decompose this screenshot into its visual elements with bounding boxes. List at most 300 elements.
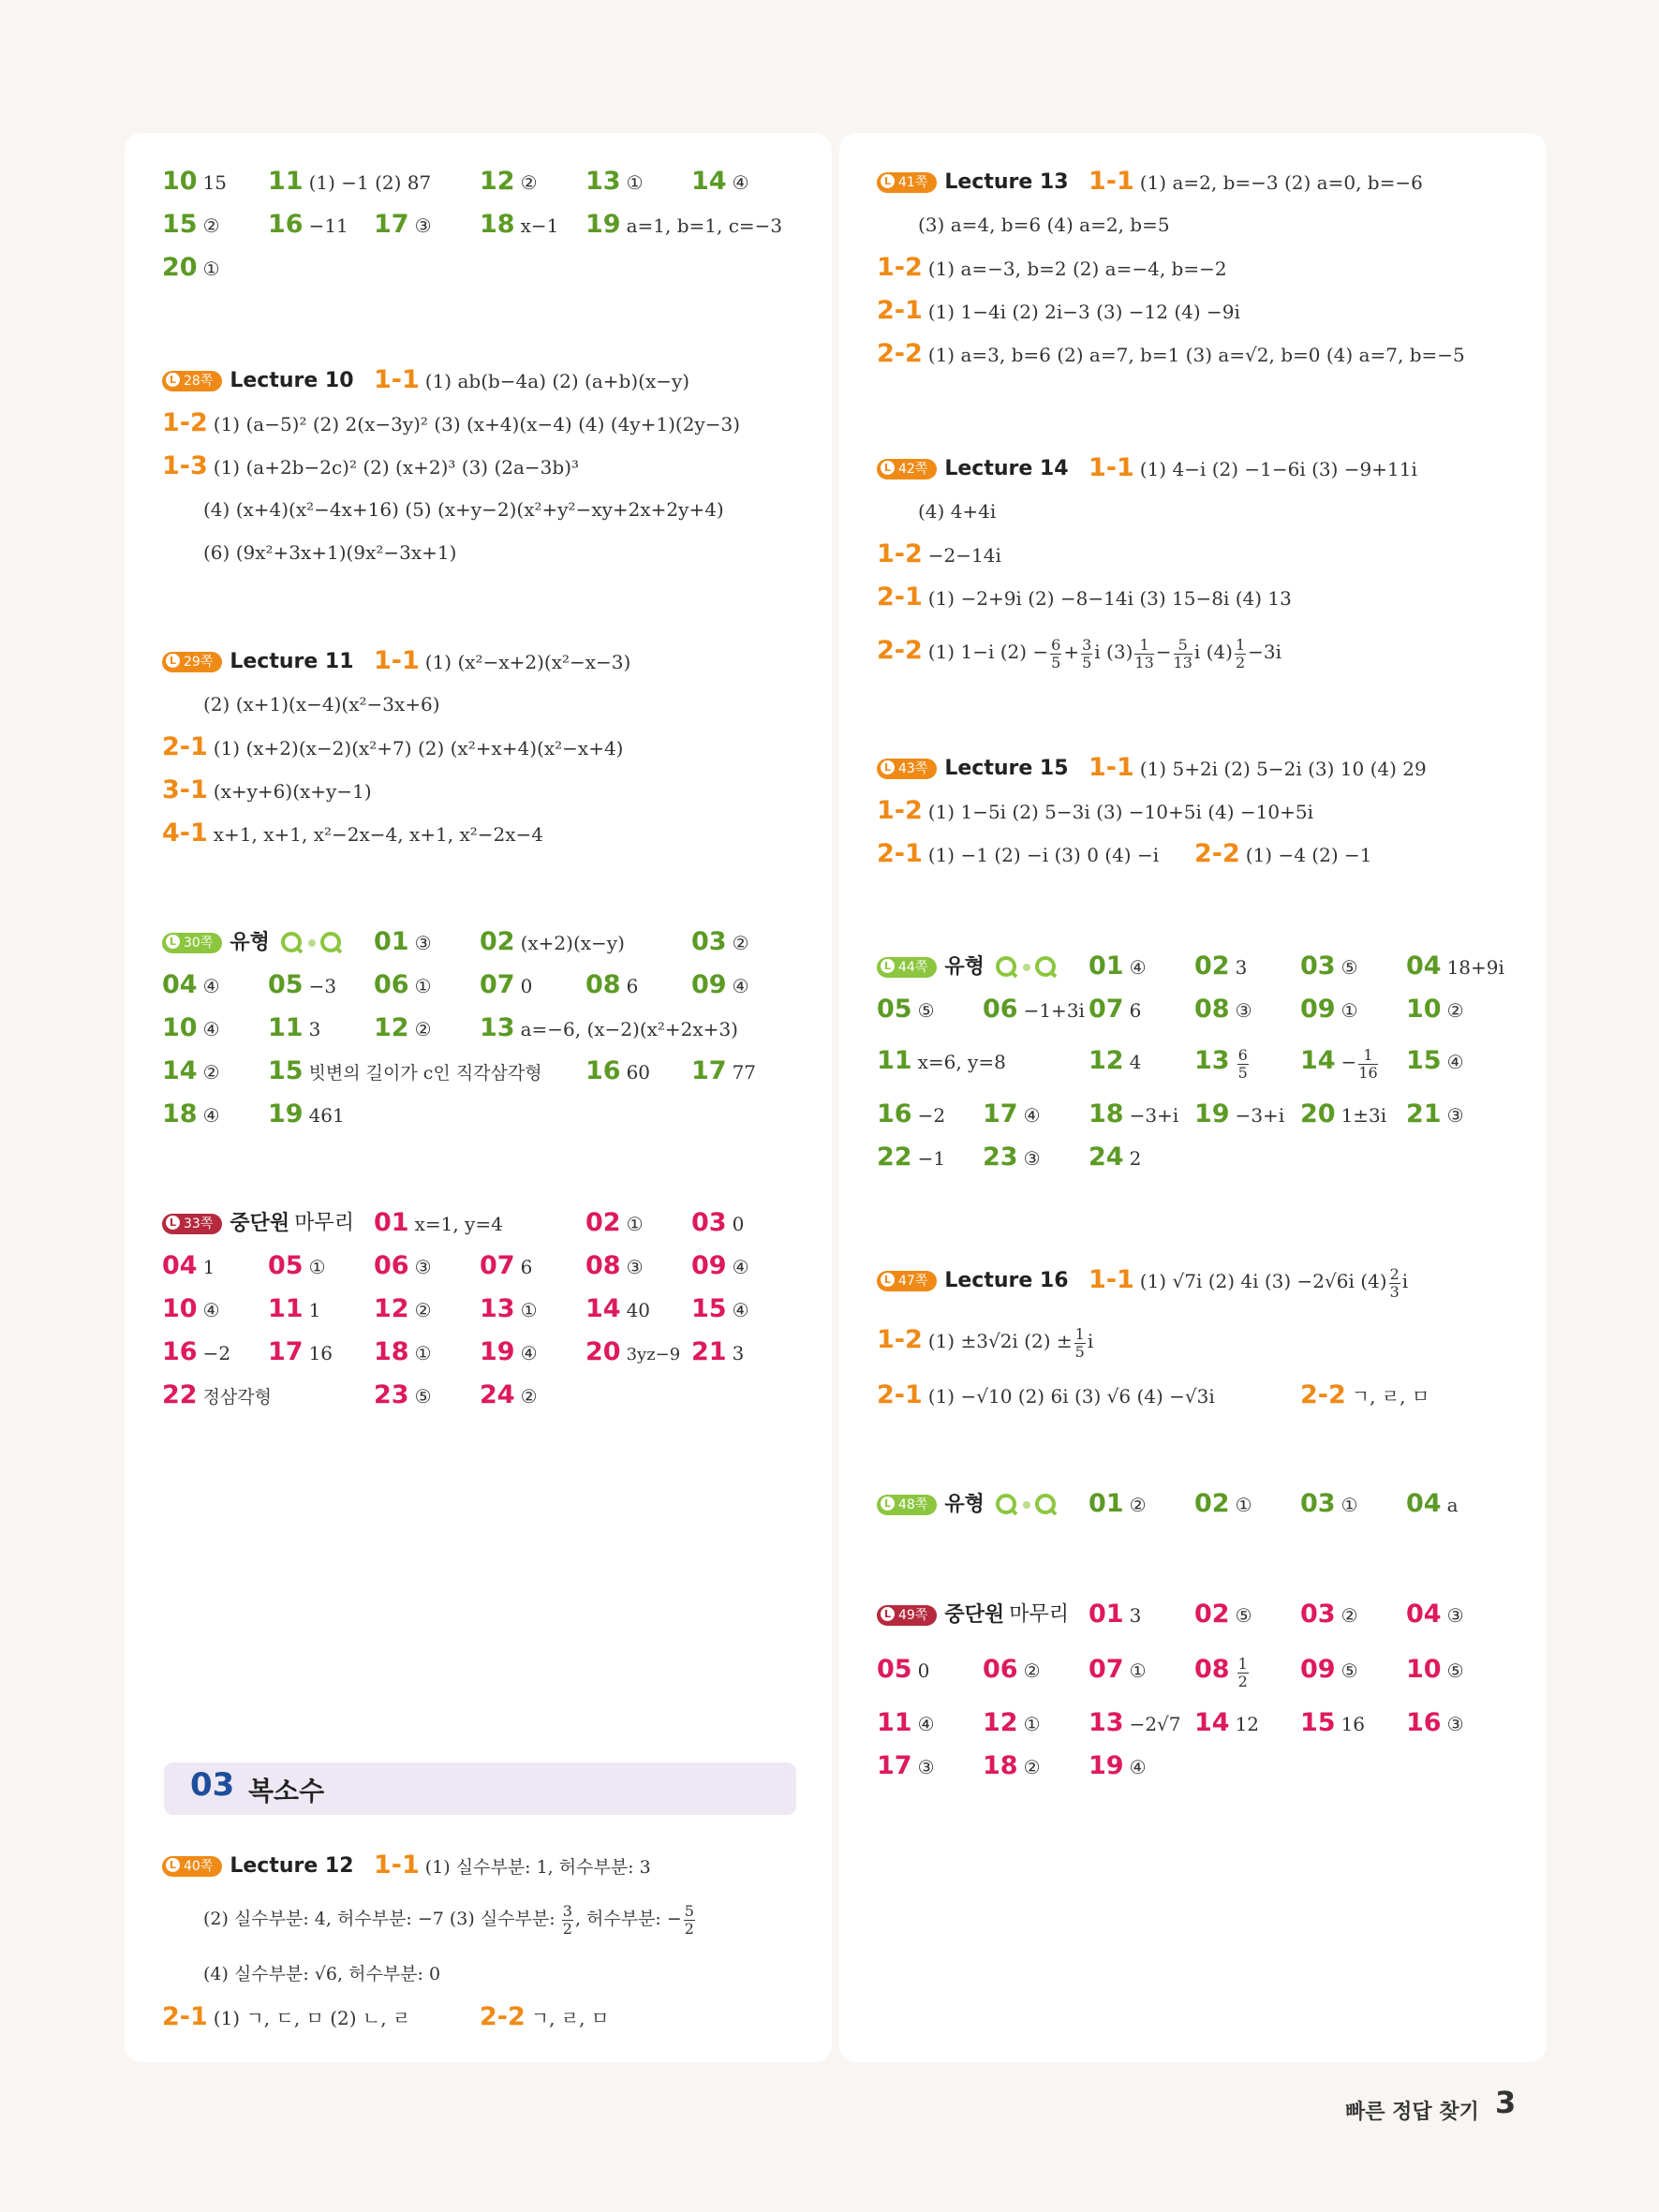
footer-label: 빠른 정답 찾기 [1345,2101,1479,2124]
answer-row [877,1646,1523,1693]
lecture-11-header [162,644,808,678]
answer-value: ② [202,214,220,237]
lecture-icon: L [881,174,895,188]
question-number: 16 [162,1337,198,1366]
question-number: 10 [162,167,198,196]
question-number: 14 [691,167,727,196]
question-number: 08 [585,970,621,999]
question-number: 19 [585,210,621,239]
question-number: 2-1 [877,839,923,868]
lecture-icon: L [881,1497,895,1511]
question-number: 04 [162,1251,198,1280]
answer-row [162,406,808,440]
lecture-title: Lecture 16 [944,1268,1069,1292]
answer-value: 1 [202,1256,215,1278]
answer-value: 15 [202,171,228,194]
question-number: 08 [585,1251,621,1280]
answer-row [877,337,1523,371]
question-number: 16 [877,1099,912,1128]
question-number: 18 [374,1337,409,1366]
question-number: 16 [1406,1708,1442,1737]
answer-value: (1) (x²−x+2)(x²−x−3) [424,651,631,673]
question-number: 18 [162,1099,198,1128]
question-number: 2-1 [162,732,208,761]
fraction: $\frac{3}{2}$ [562,1902,572,1938]
answer-value: x+1, x+1, x²−2x−4, x+1, x²−2x−4 [213,823,544,846]
question-number: 11 [877,1708,912,1737]
lecture-icon: L [881,1273,895,1287]
question-number: 11 [268,1294,304,1323]
fraction: $\frac{6}{5}$ [1237,1046,1248,1082]
question-number: 24 [480,1380,515,1409]
page-badge: L 47쪽 [877,1271,937,1291]
answer-value: (1) √7i (2) 4i (3) −2√6i (4) [1139,1270,1387,1292]
answer-value: ① [414,975,432,997]
lecture-icon: L [166,1216,180,1230]
page-badge: L 42쪽 [877,459,937,479]
question-number: 08 [1194,1655,1230,1684]
answer-value: ② [520,171,538,194]
question-number: 09 [1300,1655,1336,1684]
answer-value: (1) ab(b−4a) (2) (a+b)(x−y) [424,370,690,392]
question-number: 05 [877,995,912,1024]
question-number: 20 [162,253,198,282]
lecture-icon: L [166,935,180,949]
answer-value: 77 [732,1061,757,1084]
lecture-10-header [162,363,808,397]
answer-row [877,627,1523,674]
page-badge: L 41쪽 [877,172,937,193]
question-number: 17 [983,1099,1018,1128]
page-badge: L 43쪽 [877,759,937,779]
answer-value: −2 [202,1342,231,1364]
lecture-title: Lecture 15 [944,756,1069,780]
answer-value: ① [626,1213,644,1235]
question-number: 03 [1300,1600,1336,1629]
answer-row [162,1098,808,1131]
answer-row [918,208,1527,242]
answer-value: , 허수부분: − [574,1909,682,1929]
question-number: 12 [374,1013,409,1042]
review-title: 중단원 [230,1211,290,1235]
question-number: 1-1 [1089,753,1134,782]
answer-value: (6) (9x²+3x+1)(9x²−3x+1) [203,541,457,564]
answer-value: (x+2)(x−y) [520,932,625,954]
question-number: 19 [480,1337,515,1366]
answer-value: ① [626,171,644,194]
section-type-title: 유형 [230,930,270,954]
answer-value: ③ [1235,999,1252,1022]
question-number: 07 [1089,1655,1124,1684]
answer-value: ⑤ [1341,1659,1358,1682]
answer-value: (1) −1 (2) −i (3) 0 (4) −i [927,844,1160,866]
answer-value: (1) a=−3, b=2 (2) a=−4, b=−2 [927,258,1227,280]
answer-value: 2 [1129,1147,1142,1170]
answer-row [877,294,1523,328]
answer-value: ③ [917,1756,935,1778]
answer-value: 6 [1129,999,1142,1022]
question-number: 11 [268,167,304,196]
question-number: 17 [877,1751,912,1780]
question-number: 15 [162,210,198,239]
answer-value: 40 [626,1299,651,1321]
lecture-icon: L [881,760,895,774]
question-number: 21 [1406,1099,1442,1128]
answer-value: ① [1341,999,1358,1022]
answer-value: (1) 4−i (2) −1−6i (3) −9+11i [1139,458,1417,480]
answer-value: (1) 1−5i (2) 5−3i (3) −10+5i (4) −10+5i [927,801,1313,823]
answer-value: (1) 5+2i (2) 5−2i (3) 10 (4) 29 [1139,758,1427,780]
answer-value: ④ [1023,1104,1041,1127]
answer-value: ④ [732,1299,749,1321]
fraction: $\frac{1}{2}$ [1235,636,1246,671]
question-number: 15 [1300,1708,1336,1737]
review-title-suffix: 마무리 [1009,1602,1069,1627]
answer-value: 12 [1235,1713,1260,1735]
question-number: 18 [1089,1099,1124,1128]
answer-value: + [1063,641,1080,663]
answer-row [162,1054,808,1088]
answer-value: x−1 [520,214,559,237]
answer-value: ② [414,1018,432,1040]
answer-value: ④ [732,1256,749,1278]
question-number: 1-2 [162,408,208,437]
type-48-header [877,1487,1523,1521]
answer-value: 0 [732,1213,745,1235]
qq-logo-icon [995,1493,1059,1517]
answer-row [877,1379,1523,1412]
page-badge: L 29쪽 [162,652,222,672]
answer-value: 0 [520,975,533,997]
page-badge: L 30쪽 [162,933,222,953]
answer-value: i [1401,1270,1409,1292]
question-number: 1-2 [877,253,923,282]
question-number: 06 [374,1251,409,1280]
answer-value: ③ [1446,1104,1464,1127]
question-number: 04 [1406,1489,1442,1518]
question-number: 17 [374,210,409,239]
answer-value: (2) 실수부분: 4, 허수부분: −7 (3) 실수부분: [203,1909,555,1929]
answer-value: ① [414,1342,432,1364]
answer-value: 16 [1341,1713,1366,1735]
answer-value: a=−6, (x−2)(x²+2x+3) [520,1018,738,1040]
answer-value: (3) a=4, b=6 (4) a=2, b=5 [918,214,1170,236]
question-number: 1-3 [162,451,208,480]
answer-value: (4) (x+4)(x²−4x+16) (5) (x+y−2)(x²+y²−xy+2x+2y+4) [203,498,724,521]
answer-value: 3 [1235,956,1248,979]
answer-row [162,450,808,483]
answer-row [162,1335,808,1369]
question-number: 12 [480,167,515,196]
question-number: 03 [1300,1489,1336,1518]
question-number: 09 [691,1251,727,1280]
answer-row [203,687,812,721]
answer-value: ⑤ [414,1385,432,1408]
question-number: 2-1 [162,2002,208,2031]
question-number: 17 [691,1056,727,1085]
question-number: 23 [374,1380,409,1409]
question-number: 1-2 [877,539,923,568]
answer-value: −3i [1248,641,1282,663]
question-number: 06 [983,995,1018,1024]
question-number: 2-1 [877,582,923,612]
answer-value: x=1, y=4 [414,1213,503,1235]
question-number: 11 [268,1013,304,1042]
lecture-title: Lecture 11 [230,649,354,673]
fraction: $\frac{1}{13}$ [1134,636,1154,671]
question-number: 1-1 [1089,167,1134,196]
fraction: $\frac{1}{16}$ [1358,1046,1378,1082]
answer-value: ③ [1446,1604,1464,1627]
answer-value: ③ [414,1256,432,1278]
answer-value: 4 [1129,1051,1142,1073]
answer-value: ② [1129,1494,1147,1516]
lecture-icon: L [881,959,895,973]
answer-value: ② [520,1385,538,1408]
question-number: 03 [1300,951,1336,981]
question-number: 2-2 [877,636,923,665]
question-number: 18 [480,210,515,239]
answer-value: (1) −2+9i (2) −8−14i (3) 15−8i (4) 13 [927,587,1292,610]
review-49-header [877,1598,1523,1631]
lecture-title: Lecture 13 [944,170,1069,194]
question-number: 19 [1194,1099,1230,1128]
question-number: 07 [480,1251,515,1280]
review-title: 중단원 [944,1602,1005,1627]
question-number: 02 [1194,1600,1230,1629]
answer-row [162,1292,808,1326]
question-number: 23 [983,1143,1018,1172]
answer-value: 3 [308,1018,321,1040]
answer-value: i (4) [1193,641,1233,663]
question-number: 13 [480,1013,515,1042]
answer-value: i (3) [1094,641,1133,663]
answer-value: −1 [917,1147,946,1170]
answer-value: 3 [1129,1604,1142,1627]
answer-value: i [1087,1330,1094,1352]
question-number: 18 [983,1751,1018,1780]
type-30-header [162,925,808,959]
question-number: 12 [983,1708,1018,1737]
question-number: 14 [162,1056,198,1085]
chapter-heading [164,1762,796,1815]
answer-value: 3 [732,1342,745,1364]
answer-value: a [1446,1494,1459,1516]
question-number: 09 [1300,995,1336,1024]
fraction: $\frac{2}{3}$ [1389,1265,1400,1301]
answer-row [162,817,808,850]
answer-value: ② [1446,999,1464,1022]
answer-value: 정삼각형 [202,1387,272,1408]
section-type-title: 유형 [944,1492,985,1516]
answer-value: − [1155,641,1172,663]
answer-value: −3 [308,975,337,997]
answer-value: ③ [626,1256,644,1278]
page-badge: L 44쪽 [877,957,937,978]
answer-row [877,1749,1523,1783]
question-number: 20 [1300,1099,1336,1128]
answer-value: ④ [1129,1756,1147,1778]
answer-value: ⑤ [1341,956,1358,979]
question-number: 01 [1089,1489,1124,1518]
chapter-number: 03 [190,1766,235,1804]
lecture-15-header [877,751,1523,785]
answer-row [203,493,812,526]
answer-value: (1) ±3√2i (2) ± [927,1330,1073,1352]
question-number: 02 [1194,1489,1230,1518]
type-44-header [877,950,1523,983]
answer-value: (1) 1−4i (2) 2i−3 (3) −12 (4) −9i [927,301,1240,323]
answer-value: ④ [202,1299,220,1321]
question-number: 22 [162,1380,198,1409]
question-number: 04 [1406,951,1442,981]
answer-row [877,1098,1523,1131]
question-number: 02 [585,1208,621,1237]
answer-row [162,1379,808,1412]
page-badge: L 33쪽 [162,1214,222,1234]
answer-value: x=6, y=8 [917,1051,1006,1073]
answer-value: ① [1341,1494,1358,1516]
answer-row [162,208,808,242]
question-number: 12 [374,1294,409,1323]
answer-value: 16 [308,1342,333,1364]
answer-value: −1+3i [1023,999,1085,1022]
question-number: 06 [374,970,409,999]
question-number: 1-1 [374,1851,420,1880]
answer-value: ④ [917,1713,935,1735]
answer-row [877,1706,1523,1740]
answer-value: ③ [414,214,432,237]
question-number: 2-1 [877,1380,923,1409]
question-number: 13 [1194,1046,1230,1075]
answer-value: −2 [917,1104,946,1127]
answer-value: (1) (a−5)² (2) 2(x−3y)² (3) (x+4)(x−4) (4) (4y+1)(2y−3) [213,413,740,435]
answer-row [162,2000,808,2034]
question-number: 3-1 [162,775,208,804]
right-answer-panel [839,133,1547,2062]
answer-value: ④ [202,1104,220,1127]
answer-value: ① [202,258,220,280]
answer-value: (2) (x+1)(x−4)(x²−3x+6) [203,693,440,715]
question-number: 11 [877,1046,912,1075]
question-number: 08 [1194,995,1230,1024]
page-badge: L 49쪽 [877,1605,937,1626]
page-badge: L 28쪽 [162,371,222,391]
answer-value: −2−14i [927,544,1001,567]
answer-value: (1) ㄱ, ㄷ, ㅁ (2) ㄴ, ㄹ [213,2007,411,2029]
answer-value: (x+y+6)(x+y−1) [213,780,372,803]
answer-value: (1) −1 (2) 87 [308,171,432,194]
question-number: 2-2 [480,2002,526,2031]
answer-value: (4) 실수부분: √6, 허수부분: 0 [203,1964,441,1984]
fraction: $\frac{3}{5}$ [1082,636,1092,671]
question-number: 19 [268,1099,304,1128]
question-number: 1-1 [374,365,420,394]
answer-value: ② [202,1061,220,1084]
answer-value: ① [1129,1659,1147,1682]
lecture-icon: L [166,654,180,668]
question-number: 02 [480,927,515,956]
answer-value: a=1, b=1, c=−3 [626,214,783,237]
question-number: 1-1 [1089,453,1134,482]
answer-value: ① [520,1299,538,1321]
question-number: 1-2 [877,1325,923,1354]
question-number: 01 [1089,951,1124,981]
question-number: 1-1 [374,646,420,675]
question-number: 10 [162,1294,198,1323]
lecture-icon: L [881,1607,895,1621]
answer-row [877,993,1523,1026]
question-number: 09 [691,970,727,999]
answer-value: ④ [732,171,749,194]
answer-value: 빗변의 길이가 c인 직각삼각형 [308,1063,542,1084]
page-number: 3 [1495,2085,1517,2120]
answer-value: ⑤ [1446,1659,1464,1682]
answer-row [877,538,1523,571]
answer-row [877,581,1523,614]
question-number: 15 [268,1056,304,1085]
answer-row [203,1957,812,1991]
answer-value: ③ [414,932,432,954]
answer-value: (1) (x+2)(x−2)(x²+7) (2) (x²+x+4)(x²−x+4) [213,737,624,759]
question-number: 17 [268,1337,304,1366]
question-number: 05 [268,1251,304,1280]
answer-row [203,1895,812,1942]
fraction: $\frac{5}{13}$ [1173,636,1192,671]
question-number: 2-1 [877,296,923,325]
answer-value: 1 [308,1299,321,1321]
qq-logo-icon [280,931,344,955]
question-number: 2-2 [877,339,923,368]
review-title-suffix: 마무리 [294,1211,354,1235]
question-number: 02 [1194,951,1230,981]
answer-row [162,774,808,807]
lecture-title: Lecture 12 [230,1853,354,1878]
fraction: $\frac{6}{5}$ [1051,636,1061,671]
answer-value: −3+i [1235,1104,1285,1127]
question-number: 10 [1406,1655,1442,1684]
lecture-14-header [877,451,1523,485]
answer-value: ② [414,1299,432,1321]
answer-value: 0 [917,1659,930,1682]
answer-value: (1) 실수부분: 1, 허수부분: 3 [424,1857,651,1878]
answer-value: ③ [1446,1713,1464,1735]
answer-row [877,794,1523,828]
lecture-icon: L [881,461,895,475]
answer-value: 6 [520,1256,533,1278]
question-number: 20 [585,1337,621,1366]
question-number: 13 [585,167,621,196]
qq-logo-icon [995,955,1059,980]
question-number: 22 [877,1143,912,1172]
answer-value: ④ [202,975,220,997]
answer-value: −11 [308,214,348,237]
answer-value: 6 [626,975,639,997]
answer-row [162,1011,808,1045]
answer-value: ② [1341,1604,1358,1627]
question-number: 19 [1089,1751,1124,1780]
question-number: 24 [1089,1143,1124,1172]
fraction: $\frac{1}{5}$ [1074,1325,1085,1361]
answer-value: 461 [308,1104,345,1127]
question-number: 01 [374,1208,409,1237]
answer-row [162,165,808,199]
answer-value: −3+i [1129,1104,1179,1127]
question-number: 04 [162,970,198,999]
question-number: 05 [877,1655,912,1684]
answer-value: ② [1023,1756,1041,1778]
question-number: 10 [1406,995,1442,1024]
